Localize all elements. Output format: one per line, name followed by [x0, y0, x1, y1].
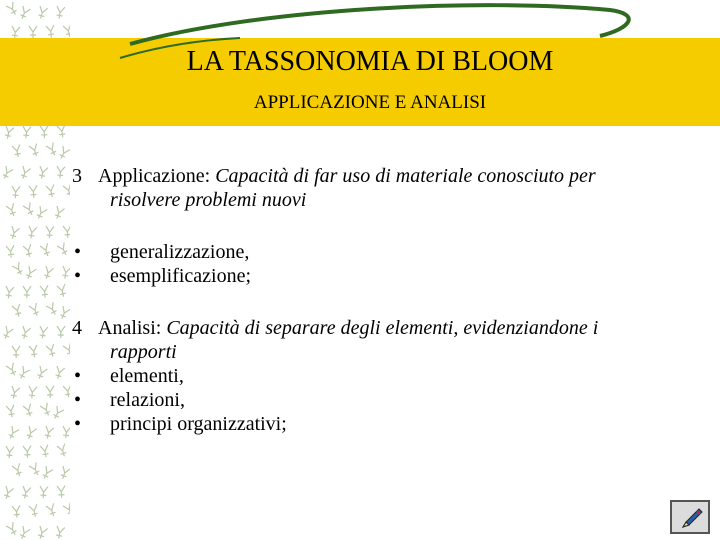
pattern-glyph — [57, 125, 67, 138]
pattern-glyph — [12, 463, 23, 477]
section-colon: : — [155, 317, 162, 339]
pattern-glyph — [36, 526, 47, 540]
section-definition: Capacità di far uso di materiale conosciuto per — [215, 165, 596, 187]
pattern-glyph — [6, 405, 16, 418]
list-item-text: relazioni, — [110, 389, 185, 411]
pattern-glyph — [11, 26, 20, 39]
pattern-glyph — [51, 406, 64, 420]
pattern-glyph — [63, 184, 70, 198]
section-colon: : — [204, 165, 211, 187]
pattern-glyph — [27, 226, 37, 239]
section-heading — [72, 316, 712, 340]
pattern-glyph — [29, 504, 39, 517]
pattern-glyph — [40, 445, 50, 458]
pattern-glyph — [29, 462, 41, 476]
pattern-glyph — [40, 126, 48, 138]
section-analisi — [72, 316, 712, 436]
pattern-glyph — [57, 242, 70, 256]
pattern-glyph — [38, 166, 48, 179]
section-definition-continued: risolvere problemi nuovi — [110, 189, 307, 211]
bullet-glyph: • — [74, 365, 82, 387]
pattern-glyph — [56, 166, 65, 179]
pattern-glyph — [24, 266, 36, 280]
pattern-glyph — [29, 185, 38, 198]
pattern-glyph — [37, 6, 48, 20]
section-term: Applicazione — [98, 165, 205, 187]
pattern-glyph — [57, 444, 68, 458]
pattern-glyph — [12, 346, 20, 358]
pattern-glyph — [63, 225, 70, 238]
pattern-glyph — [57, 146, 70, 160]
pattern-glyph — [12, 304, 23, 318]
pattern-glyph — [6, 245, 15, 258]
section-term: Analisi — [98, 317, 156, 339]
list-item-text: esemplificazione; — [110, 265, 252, 287]
pattern-glyph — [23, 446, 32, 458]
list-item-text: elementi, — [110, 365, 184, 387]
pattern-glyph — [9, 386, 19, 399]
pattern-glyph — [6, 522, 19, 536]
bullet-glyph: • — [74, 241, 82, 263]
list-item — [72, 264, 712, 288]
pattern-glyph — [46, 344, 57, 358]
pattern-glyph — [38, 326, 48, 339]
pattern-glyph — [4, 126, 14, 139]
pattern-glyph — [63, 385, 70, 398]
pattern-glyph — [29, 144, 40, 158]
pattern-glyph — [20, 326, 31, 340]
list-item — [72, 240, 712, 264]
pattern-glyph — [58, 306, 70, 320]
pattern-glyph — [36, 366, 48, 380]
pattern-glyph — [46, 143, 58, 157]
pattern-glyph — [5, 446, 14, 459]
section-applicazione — [72, 164, 712, 288]
pattern-glyph — [40, 285, 49, 298]
pattern-glyph — [25, 426, 37, 440]
pattern-glyph — [23, 286, 31, 298]
pattern-glyph — [61, 266, 70, 279]
pattern-glyph — [23, 404, 34, 418]
pattern-glyph — [62, 426, 70, 439]
pattern-glyph — [18, 526, 30, 540]
slide-title: LA TASSONOMIA DI BLOOM — [186, 46, 554, 77]
pattern-glyph — [6, 203, 18, 217]
pattern-glyph — [59, 466, 70, 480]
pattern-glyph — [54, 366, 65, 380]
pattern-glyph — [63, 24, 70, 38]
list-item — [72, 388, 712, 412]
pattern-glyph — [12, 144, 22, 157]
pattern-glyph — [57, 326, 65, 338]
pattern-glyph — [46, 184, 56, 197]
bullet-glyph: • — [74, 265, 82, 287]
section-number: 3 — [72, 165, 82, 187]
list-item — [72, 412, 712, 436]
pattern-glyph — [23, 244, 33, 257]
pattern-glyph — [8, 226, 19, 240]
bullet-list — [72, 364, 712, 436]
pattern-glyph — [22, 126, 31, 139]
pattern-glyph — [46, 386, 54, 398]
pattern-glyph — [18, 6, 30, 20]
pattern-glyph — [19, 166, 30, 180]
bullet-list — [72, 240, 712, 288]
pattern-glyph — [41, 466, 54, 480]
pattern-glyph — [29, 345, 39, 358]
pattern-glyph — [57, 486, 66, 498]
bullet-glyph: • — [74, 389, 82, 411]
pattern-glyph — [29, 26, 37, 38]
pattern-glyph — [21, 486, 31, 499]
pattern-glyph — [46, 302, 59, 316]
pattern-glyph — [17, 366, 30, 380]
pattern-glyph — [57, 284, 67, 297]
pattern-glyph — [43, 426, 53, 439]
pencil-action-button[interactable] — [670, 500, 710, 534]
pattern-glyph — [35, 206, 47, 220]
pattern-glyph — [2, 326, 14, 340]
list-item — [72, 364, 712, 388]
pattern-glyph — [4, 286, 14, 299]
pattern-glyph — [55, 526, 65, 539]
pattern-glyph — [63, 502, 70, 516]
pattern-glyph — [40, 243, 52, 257]
section-heading — [72, 164, 712, 188]
pattern-glyph — [46, 503, 57, 517]
section-definition-continued: rapporti — [110, 341, 177, 363]
pattern-glyph — [63, 343, 70, 357]
slide-subtitle: APPLICAZIONE E ANALISI — [253, 92, 487, 113]
pattern-glyph — [46, 25, 55, 38]
pattern-glyph — [11, 186, 20, 198]
slide-content — [72, 164, 712, 436]
pattern-glyph — [6, 363, 18, 377]
list-item-text: generalizzazione, — [110, 241, 250, 263]
pattern-glyph — [1, 166, 13, 180]
pencil-icon — [672, 502, 708, 532]
pattern-glyph — [12, 505, 21, 518]
pattern-glyph — [6, 2, 19, 16]
pattern-glyph — [42, 266, 53, 280]
pattern-glyph — [45, 226, 54, 238]
pattern-glyph — [55, 6, 65, 19]
pattern-glyph — [28, 386, 37, 399]
list-item-text: principi organizzativi; — [110, 413, 287, 435]
pattern-glyph — [23, 202, 36, 216]
pattern-glyph — [7, 426, 20, 440]
pattern-glyph — [39, 486, 48, 499]
section-number: 4 — [72, 317, 82, 339]
pattern-glyph — [40, 403, 52, 417]
bullet-glyph: • — [74, 413, 82, 435]
pattern-glyph — [29, 303, 41, 317]
pattern-glyph — [2, 486, 13, 500]
pattern-glyph — [53, 206, 64, 220]
section-definition: Capacità di separare degli elementi, evidenziandone i — [166, 317, 599, 339]
pattern-glyph — [12, 262, 25, 276]
